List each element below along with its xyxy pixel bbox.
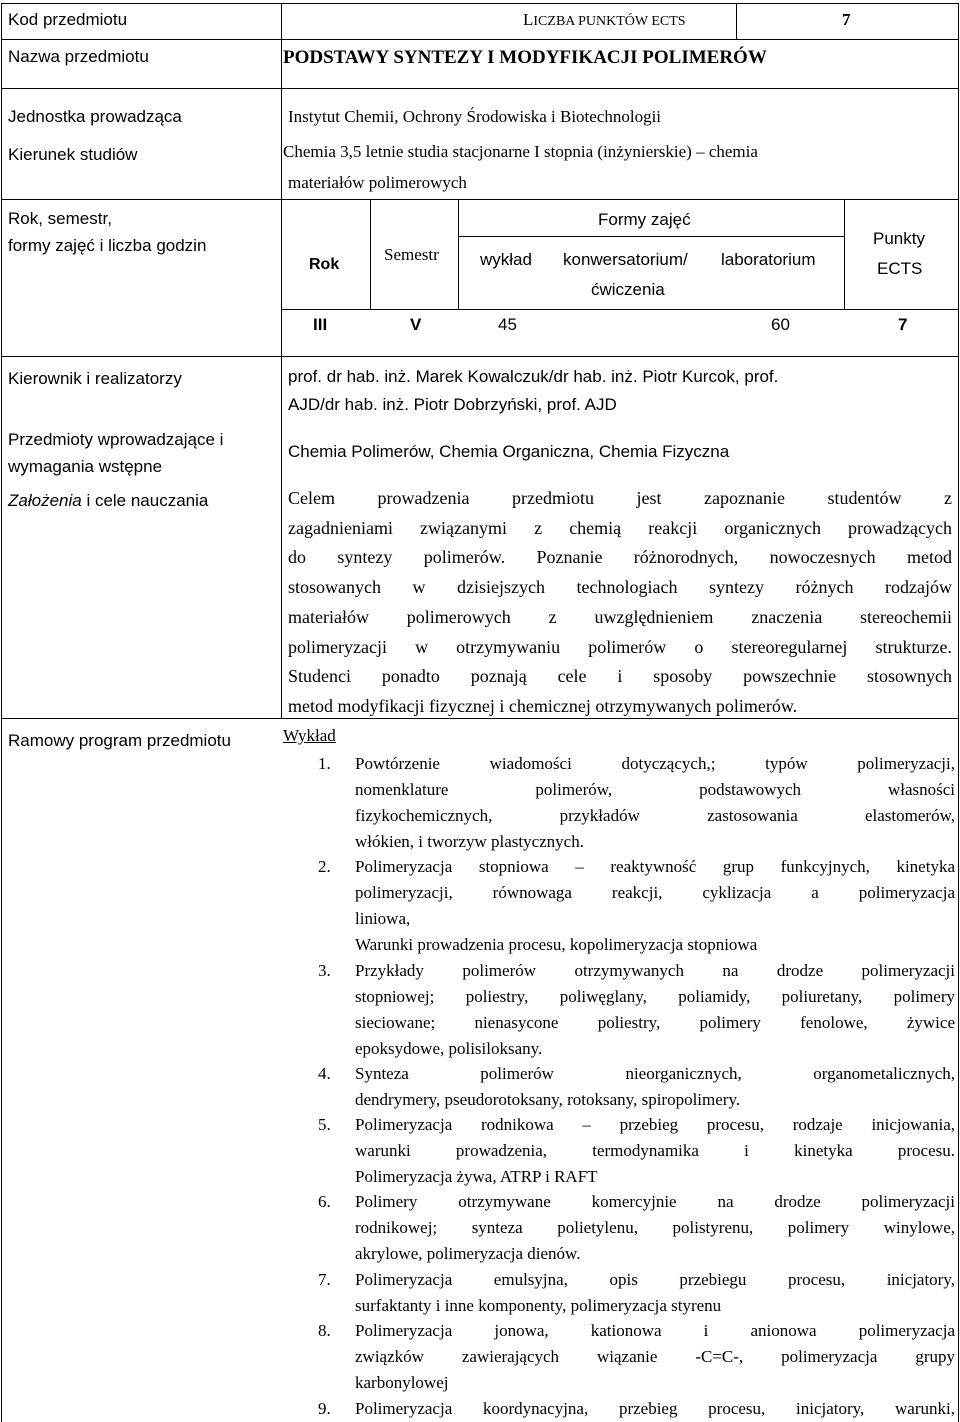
program-item-line: Powtórzenie wiadomości dotyczących,; typów polimeryzacji,: [355, 754, 955, 773]
header-semestr: Semestr: [384, 245, 439, 264]
jednostka-value: Instytut Chemii, Ochrony Środowiska i Biotechnologii: [288, 107, 662, 126]
row-divider-4: [1, 356, 959, 357]
program-item-number: 6.: [318, 1192, 331, 1211]
program-item-number: 1.: [318, 754, 331, 773]
program-item-line: Polimeryzacja stopniowa – reaktywność grup funkcyjnych, kinetyka: [355, 857, 955, 876]
zalozenia-line: Celem prowadzenia przedmiotu jest zapoznanie studentów z: [288, 488, 952, 508]
program-item-number: 5.: [318, 1115, 331, 1134]
ects-value: 7: [842, 10, 851, 29]
header-konwersatorium: konwersatorium/: [563, 250, 688, 269]
zalozenia-line: stosowanych w dzisiejszych technologiach syntezy różnych rodzajów: [288, 577, 952, 598]
nazwa-label: Nazwa przedmiotu: [8, 47, 149, 66]
zalozenia-line: zagadnieniami związanymi z chemią reakcji organicznych prowadzących: [288, 517, 952, 538]
program-item-line: akrylowe, polimeryzacja dienów.: [355, 1244, 581, 1263]
row-divider-3: [1, 199, 959, 200]
program-item-line: stopniowej; poliestry, poliwęglany, poliamidy, poliuretany, polimery: [355, 987, 955, 1006]
value-semestr: V: [410, 315, 422, 334]
ects-divider: [736, 3, 737, 39]
row-divider-2: [1, 88, 959, 89]
table-border-right: [958, 3, 959, 1422]
program-item-line: liniowa,: [355, 909, 411, 928]
header-punkty: Punkty: [873, 229, 925, 248]
rok-label-line2: formy zajęć i liczba godzin: [8, 236, 207, 255]
value-wyklad: 45: [498, 315, 517, 334]
header-rok: Rok: [309, 256, 340, 273]
zalozenia-line: metod modyfikacji fizycznej i chemicznej otrzymywanych polimerów.: [288, 695, 798, 716]
header-formy: Formy zajęć: [598, 210, 691, 229]
table-border-top: [1, 3, 959, 4]
kierunek-line1: Chemia 3,5 letnie studia stacjonarne I stopnia (inżynierskie) – chemia: [283, 142, 758, 161]
program-item-line: Polimery otrzymywane komercyjnie na drodze polimeryzacji: [355, 1192, 955, 1211]
zalozenia-line: materiałów polimerowych z uwzględnieniem znaczenia stereochemii: [288, 606, 952, 627]
przedmioty-label-line1: Przedmioty wprowadzające i: [8, 430, 224, 449]
program-item-line: Przykłady polimerów otrzymywanych na drodze polimeryzacji: [355, 961, 955, 980]
wyklad-title: Wykład: [283, 726, 336, 745]
program-item-line: dendrymery, pseudorotoksany, rotoksany, spiropolimery.: [355, 1090, 741, 1109]
program-item-line: nomenklature polimerów, podstawowych własności: [355, 780, 955, 799]
program-item-number: 7.: [318, 1270, 331, 1289]
program-item-line: Polimeryzacja żywa, ATRP i RAFT: [355, 1167, 598, 1186]
program-item-line: fizykochemicznych, przykładów zastosowania elastomerów,: [355, 806, 955, 825]
value-rok: III: [313, 315, 328, 334]
program-item-line: Polimeryzacja koordynacyjna, przebieg procesu, inicjatory, warunki,: [355, 1399, 955, 1418]
rok-label-line1: Rok, semestr,: [8, 209, 112, 228]
program-item-line: Warunki prowadzenia procesu, kopolimeryzacja stopniowa: [355, 935, 758, 954]
column-divider: [281, 3, 282, 718]
zalozenia-line: polimeryzacji w otrzymywaniu polimerów o stereoregularnej strukturze.: [288, 636, 952, 657]
program-item-line: Polimeryzacja jonowa, kationowa i anionowa polimeryzacja: [355, 1321, 955, 1340]
program-item-line: epoksydowe, polisiloksany.: [355, 1039, 543, 1058]
kierunek-label: Kierunek studiów: [8, 145, 138, 164]
row-divider-5: [1, 718, 959, 719]
subtable-header-line: [281, 309, 958, 310]
przedmioty-label-line2: wymagania wstępne: [8, 457, 163, 476]
header-ects: ECTS: [877, 259, 923, 278]
kierownik-line1: prof. dr hab. inż. Marek Kowalczuk/dr hab. inż. Piotr Kurcok, prof.: [288, 367, 779, 386]
subtable-divider-rok: [370, 199, 371, 309]
kod-label: Kod przedmiotu: [8, 10, 128, 29]
header-laboratorium: laboratorium: [721, 250, 816, 269]
course-title: PODSTAWY SYNTEZY I MODYFIKACJI POLIMERÓW: [283, 47, 767, 68]
kierownik-line2: AJD/dr hab. inż. Piotr Dobrzyński, prof. AJD: [288, 395, 617, 414]
program-item-number: 2.: [318, 857, 331, 876]
row-divider-1: [1, 39, 959, 40]
program-item-line: karbonylowej: [355, 1373, 449, 1392]
jednostka-label: Jednostka prowadząca: [8, 107, 182, 126]
program-item-line: rodnikowej; synteza polietylenu, polistyrenu, polimery winylowe,: [355, 1218, 955, 1237]
table-border-left: [1, 3, 2, 1422]
kierunek-line2: materiałów polimerowych: [288, 173, 467, 192]
program-item-number: 8.: [318, 1321, 331, 1340]
value-ects: 7: [898, 315, 908, 334]
subtable-divider-semestr: [458, 199, 459, 309]
program-item-line: polimeryzacji, równowaga reakcji, cyklizacja a polimeryzacja: [355, 883, 955, 902]
zalozenia-line: do syntezy polimerów. Poznanie różnorodnych, nowoczesnych metod: [288, 547, 952, 568]
value-laboratorium: 60: [771, 315, 790, 334]
program-item-number: 9.: [318, 1399, 331, 1418]
program-item-line: surfaktanty i inne komponenty, polimeryzacja styrenu: [355, 1296, 722, 1315]
program-item-line: Polimeryzacja rodnikowa – przebieg procesu, rodzaje inicjowania,: [355, 1115, 955, 1134]
subtable-divider-punkty: [844, 199, 845, 309]
program-item-line: włókien, i tworzyw plastycznych.: [355, 832, 584, 851]
ects-label: LICZBA PUNKTÓW ECTS: [523, 10, 686, 29]
program-item-line: warunki prowadzenia, termodynamika i kinetyka procesu.: [355, 1141, 955, 1160]
program-item-line: związków zawierających wiązanie -C=C-, polimeryzacja grupy: [355, 1347, 955, 1366]
zalozenia-label: Założenia i cele nauczania: [8, 491, 209, 510]
program-item-number: 4.: [318, 1064, 331, 1083]
program-item-line: sieciowane; nienasycone poliestry, polimery fenolowe, żywice: [355, 1013, 955, 1032]
header-cwiczenia: ćwiczenia: [591, 280, 665, 299]
subtable-formy-line: [458, 236, 844, 237]
ramowy-label: Ramowy program przedmiotu: [8, 731, 231, 750]
program-item-line: Polimeryzacja emulsyjna, opis przebiegu procesu, inicjatory,: [355, 1270, 955, 1289]
program-item-number: 3.: [318, 961, 331, 980]
kierownik-label: Kierownik i realizatorzy: [8, 369, 182, 388]
przedmioty-value: Chemia Polimerów, Chemia Organiczna, Chemia Fizyczna: [288, 442, 730, 461]
header-wyklad: wykład: [480, 250, 532, 269]
zalozenia-line: Studenci ponadto poznają cele i sposoby powszechnie stosownych: [288, 666, 952, 687]
program-item-line: Synteza polimerów nieorganicznych, organometalicznych,: [355, 1064, 955, 1083]
